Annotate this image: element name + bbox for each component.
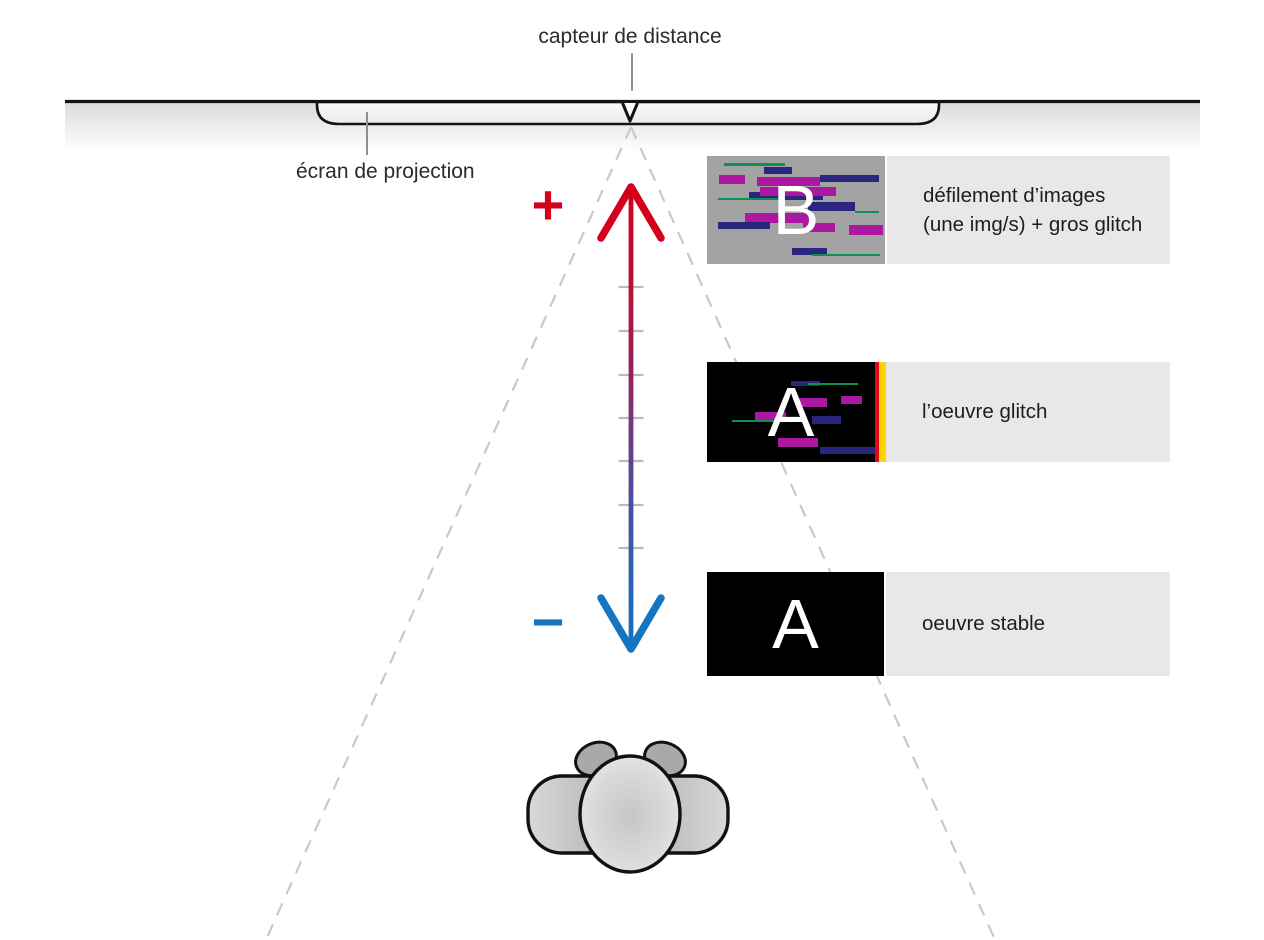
info-row-b [707, 156, 1170, 264]
caption-line: l’oeuvre glitch [922, 400, 1048, 424]
caption-a-stable [886, 572, 1170, 676]
person-top-view [528, 736, 728, 872]
caption-line: défilement d’images [923, 183, 1106, 207]
yellow-edge-stripe [879, 362, 886, 462]
image-letter: B [772, 171, 820, 249]
info-row-a-glitch [707, 362, 1170, 462]
caption-line: oeuvre stable [922, 612, 1046, 636]
image-letter: A [772, 585, 819, 663]
person-head [580, 756, 680, 872]
minus-sign: − [531, 590, 565, 653]
info-row-a-stable [707, 572, 1170, 676]
distance-arrow-shaft [629, 187, 634, 648]
caption-b [887, 156, 1170, 264]
caption-a-glitch [886, 362, 1170, 462]
plus-sign: + [531, 173, 565, 236]
caption-line: (une img/s) + gros glitch [923, 213, 1143, 236]
glitch-image-b [707, 156, 885, 264]
image-letter: A [767, 373, 815, 451]
sensor-label: capteur de distance [538, 25, 722, 48]
stable-image-a [707, 572, 884, 676]
screen-label: écran de projection [296, 160, 475, 183]
glitch-image-a [707, 362, 875, 462]
